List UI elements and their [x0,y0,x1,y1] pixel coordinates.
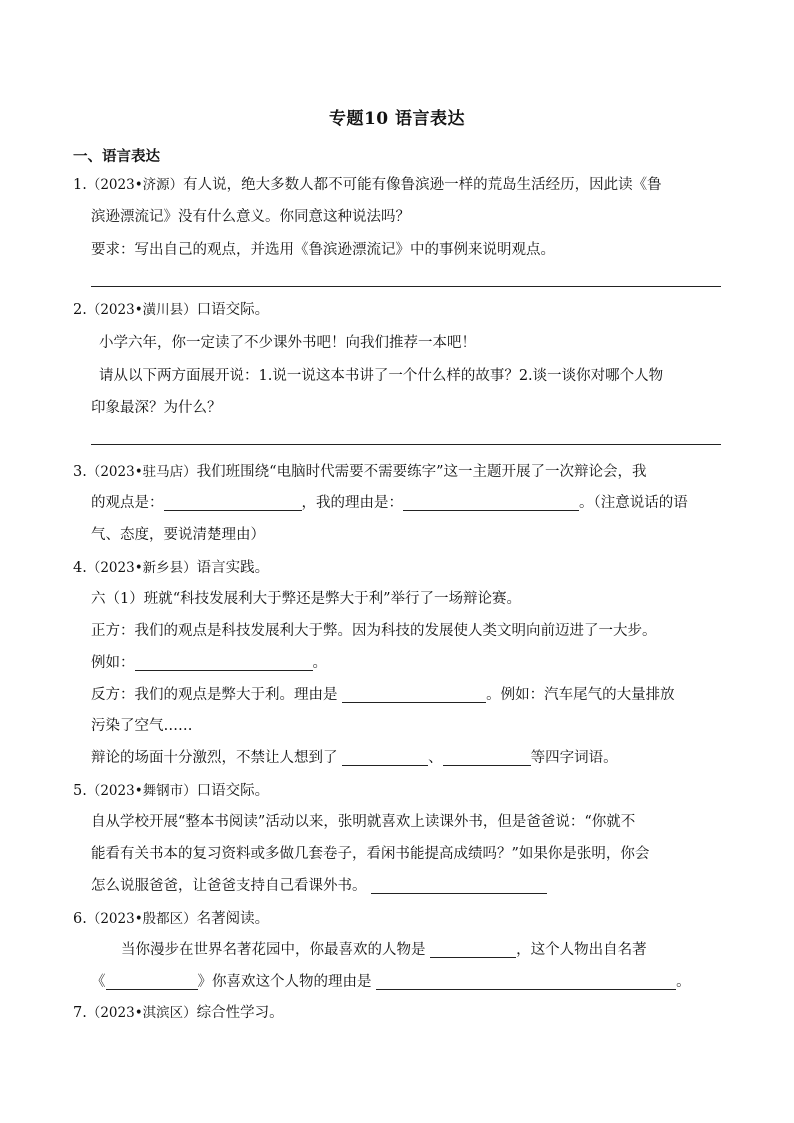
text-segment: 》你喜欢这个人物的理由是 [197,974,377,990]
question-text: 综合性学习。 [196,1005,284,1021]
question-1-line-1 [73,175,662,195]
question-3-line-1 [73,462,647,482]
question-2-line-2: 小学六年，你一定读了不少课外书吧！向我们推荐一本吧！ [99,335,476,351]
question-source: （2023•新乡县） [86,560,197,576]
fill-blank[interactable] [430,941,516,958]
question-3-line-3: 气、态度，要说清楚理由） [91,527,265,543]
question-source: （2023•济源） [86,177,184,193]
question-3-line-2 [91,493,688,513]
fill-blank[interactable] [106,973,198,990]
question-text: 我们班围绕“电脑时代需要不需要练字”这一主题开展了一次辩论会，我 [196,464,647,480]
question-text: 有人说，绝大多数人都不可能有像鲁滨逊一样的荒岛生活经历，因此读《鲁 [183,177,662,193]
question-4-line-6: 污染了空气…… [91,718,193,734]
question-text: 口语交际。 [196,783,270,799]
question-4-line-3: 正方：我们的观点是科技发展利大于弊。因为科技的发展使人类文明向前迈进了一大步。 [91,623,657,639]
text-segment: 、 [428,750,443,766]
fill-blank[interactable] [135,654,313,671]
text-segment: 辩论的场面十分激烈，不禁让人想到了 [91,750,343,766]
fill-blank[interactable] [164,494,302,511]
fill-blank[interactable] [342,749,428,766]
fill-blank[interactable] [403,494,579,511]
question-number: 3. [73,464,87,480]
question-text: 名著阅读。 [196,911,270,927]
question-1-line-2: 滨逊漂流记》没有什么意义。你同意这种说法吗？ [91,209,410,225]
text-segment: 《 [91,974,106,990]
question-number: 7. [73,1005,87,1021]
question-text: 语言实践。 [196,560,270,576]
question-2-line-1 [73,300,269,320]
question-source: （2023•淇滨区） [86,1005,197,1021]
text-segment: 怎么说服爸爸，让爸爸支持自己看课外书。 [91,878,372,894]
text-segment: 。 [312,655,327,671]
text-segment: ，我的理由是： [301,495,403,511]
question-4-line-5 [91,685,675,705]
text-segment: 反方：我们的观点是弊大于利。理由是 [91,687,343,703]
text-segment: 。例如：汽车尾气的大量排放 [486,687,675,703]
text-segment: 当你漫步在世界名著花园中，你最喜欢的人物是 [121,942,431,958]
question-number: 1. [73,177,87,193]
text-segment: 。（注意说话的语 [579,495,688,511]
question-5-line-3: 能看有关书本的复习资料或多做几套卷子，看闲书能提高成绩吗？”如果你是张明，你会 [91,846,650,862]
question-4-line-2: 六（1）班就“科技发展利大于弊还是弊大于利”举行了一场辩论赛。 [91,591,522,607]
text-segment: 例如： [91,655,135,671]
text-segment: ，这个人物出自名著 [516,942,647,958]
answer-line[interactable] [91,286,721,287]
question-4-line-4 [91,653,327,673]
question-source: （2023•驻马店） [86,464,197,480]
question-1-line-3: 要求：写出自己的观点，并选用《鲁滨逊漂流记》中的事例来说明观点。 [91,242,555,258]
question-number: 2. [73,302,87,318]
question-source: （2023•潢川县） [86,302,197,318]
question-5-line-1 [73,781,269,801]
question-source: （2023•殷都区） [86,911,197,927]
question-7-line-1 [73,1003,284,1023]
question-4-line-1 [73,558,269,578]
question-2-line-4: 印象最深？为什么？ [91,400,222,416]
question-source: （2023•舞钢市） [86,783,197,799]
text-segment: 等四字词语。 [530,750,618,766]
text-segment: 的观点是： [91,495,164,511]
text-segment: 。 [676,974,691,990]
question-2-line-3: 请从以下两方面展开说：1.说一说这本书讲了一个什么样的故事？2.谈一谈你对哪个人物 [99,368,664,384]
question-text: 口语交际。 [196,302,270,318]
section-heading: 一、语言表达 [73,148,160,165]
question-4-line-7 [91,748,618,768]
question-number: 5. [73,783,87,799]
page-title: 专题10 语言表达 [328,109,466,129]
question-6-line-2 [121,940,647,960]
question-6-line-3 [91,972,691,992]
question-5-line-2: 自从学校开展“整本书阅读”活动以来，张明就喜欢上读课外书，但是爸爸说：“你就不 [91,814,636,830]
fill-blank[interactable] [376,973,676,990]
answer-line[interactable] [91,444,721,445]
fill-blank[interactable] [371,877,547,894]
fill-blank[interactable] [342,686,486,703]
question-number: 4. [73,560,87,576]
question-5-line-4 [91,876,547,896]
question-6-line-1 [73,909,269,929]
fill-blank[interactable] [443,749,531,766]
question-number: 6. [73,911,87,927]
